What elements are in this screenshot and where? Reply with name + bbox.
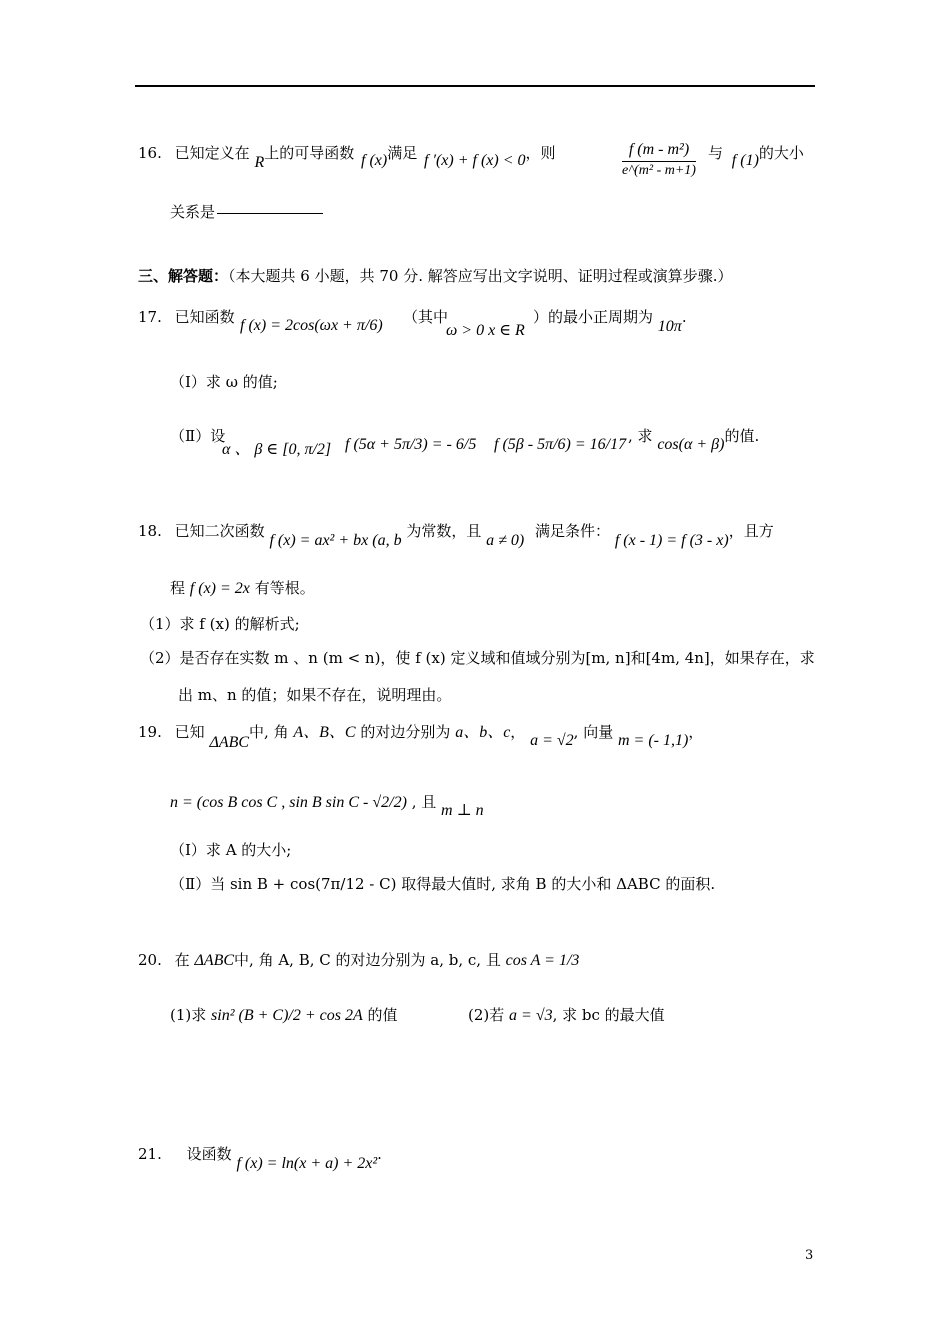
- text: , 且: [411, 793, 437, 811]
- text: 的值: [367, 1006, 398, 1024]
- math-alpha-beta-range: [222, 436, 331, 459]
- question-number: 17.: [138, 308, 162, 326]
- fraction-numerator: f (m - m²): [622, 139, 696, 162]
- question-17-part2-label: [170, 426, 225, 446]
- text: 的值.: [724, 427, 760, 445]
- question-17-line1b: [403, 307, 448, 327]
- math-perpendicular: m ⊥ n: [441, 802, 484, 819]
- math-text: f (5β - 5π/6) = 16/17: [494, 436, 627, 453]
- question-17-line1c: [533, 307, 687, 335]
- math-fx: f (x): [361, 152, 388, 169]
- text: 已知二次函数: [174, 522, 265, 540]
- text: 关系是: [170, 203, 216, 221]
- question-19-line1: [138, 722, 704, 751]
- math-quadratic: f (x) = ax² + bx (a, b: [269, 532, 402, 549]
- math-text: ω > 0 x ∈ R: [446, 322, 525, 339]
- text: ，: [525, 144, 541, 162]
- text: （1）求 f (x) 的解析式;: [140, 615, 300, 633]
- math-f1: f (1): [731, 152, 759, 169]
- section-title: 三、解答题：: [138, 267, 229, 285]
- question-16-line2: [170, 202, 323, 222]
- math-cosA: cos A = 1/3: [505, 952, 580, 969]
- text: .: [377, 1145, 382, 1163]
- text: , 向量: [573, 723, 614, 741]
- text: 已知定义在: [174, 144, 250, 162]
- header-rule: [135, 85, 815, 87]
- question-19-part1: [170, 840, 291, 860]
- text: （2）是否存在实数 m 、n (m < n)，使 f (x) 定义域和值域分别为[m, n]和[4m, 4n]，如果存在，求: [140, 649, 815, 667]
- text: 满足条件：: [535, 522, 611, 540]
- math-cos-sum: cos(α + β): [657, 436, 725, 453]
- section-3-heading: [138, 266, 733, 286]
- math-condition: a ≠ 0): [486, 532, 525, 549]
- text: 有等根。: [254, 579, 315, 597]
- text: 中, 角: [249, 723, 289, 741]
- text: 出 m、n 的值；如果不存在，说明理由。: [178, 686, 452, 704]
- question-number: 20.: [138, 951, 162, 969]
- page-number: 3: [805, 1248, 814, 1263]
- text: （Ⅱ）设: [170, 427, 226, 445]
- text: .: [681, 308, 687, 326]
- question-number: 19.: [138, 723, 162, 741]
- text: 满足: [387, 144, 418, 162]
- math-condition: f ′(x) + f (x) < 0: [424, 152, 526, 169]
- math-text: f (5α + 5π/3) = - 6/5: [345, 436, 477, 453]
- math-angles: A、B、C: [293, 724, 356, 741]
- math-a-value: a = √3: [509, 1007, 553, 1024]
- text: , 求: [628, 427, 653, 445]
- question-21-line1: [138, 1144, 382, 1172]
- text: （Ⅱ）当 sin B + cos(7π/12 - C) 取得最大值时, 求角 B 的大小和 ΔABC 的面积.: [170, 875, 716, 893]
- text: 的大小: [758, 144, 804, 162]
- math-equation: f (x) = 2x: [189, 580, 250, 597]
- text: 与: [708, 144, 724, 162]
- fraction-16: [622, 139, 696, 180]
- math-f-condition-2: [494, 436, 626, 454]
- text: （Ⅰ）求 ω 的值;: [170, 373, 278, 391]
- math-vector-n: n = (cos B cos C , sin B sin C - √2/2): [170, 794, 407, 811]
- math-f-definition: [240, 317, 383, 335]
- text: 程: [170, 579, 186, 597]
- text: ）的最小正周期为: [533, 308, 654, 326]
- math-period: 10π: [657, 318, 682, 335]
- question-20-part2: [468, 1005, 665, 1026]
- text: 已知函数: [174, 308, 235, 326]
- question-number: 18.: [138, 522, 162, 540]
- text: (2)若: [468, 1006, 505, 1024]
- question-18-line2: [170, 578, 315, 599]
- math-text: f (x) = 2cos(ωx + π/6): [240, 317, 383, 334]
- math-expression: sin² (B + C)/2 + cos 2A: [211, 1007, 363, 1024]
- math-equation: f (x - 1) = f (3 - x): [614, 532, 729, 549]
- text: 的对边分别为: [360, 723, 451, 741]
- math-sides: a、b、c: [455, 724, 511, 741]
- math-triangle: ΔABC: [209, 734, 250, 751]
- question-19-line2: [170, 792, 484, 819]
- fraction-denominator: e^(m² - m+1): [622, 163, 696, 178]
- question-18-line1: [138, 521, 774, 549]
- question-17-line1: [138, 307, 235, 327]
- math-triangle: ΔABC: [194, 952, 235, 969]
- section-note: （本大题共 6 小题，共 70 分. 解答应写出文字说明、证明过程或演算步骤.）: [228, 267, 733, 285]
- question-18-part1: [140, 614, 300, 634]
- text: 设函数: [186, 1145, 232, 1163]
- math-text: α 、 β ∈ [0, π/2]: [222, 441, 332, 458]
- text: 为常数，且: [406, 522, 482, 540]
- question-20-line1: [138, 950, 579, 971]
- question-17-part1: [170, 372, 278, 392]
- text: （其中: [403, 308, 449, 326]
- question-16-line1: [138, 143, 556, 171]
- question-18-part2-cont: [178, 685, 451, 705]
- question-number: 16.: [138, 144, 162, 162]
- math-function: f (x) = ln(x + a) + 2x²: [236, 1155, 378, 1172]
- question-20-part1: [170, 1005, 398, 1026]
- text: ，: [688, 723, 704, 741]
- math-a-value: a = √2: [530, 732, 574, 749]
- text: , 求 bc 的最大值: [552, 1006, 665, 1024]
- math-condition: [446, 320, 525, 340]
- text: （Ⅰ）求 A 的大小;: [170, 841, 292, 859]
- math-vector-m: m = (- 1,1): [618, 732, 689, 749]
- question-18-part2: [140, 648, 815, 668]
- text: 在: [174, 951, 190, 969]
- math-R: R: [254, 154, 265, 171]
- text: 上的可导函数: [264, 144, 355, 162]
- question-17-part2-end: [628, 426, 760, 453]
- text: 已知: [174, 723, 205, 741]
- question-number: 21.: [138, 1145, 162, 1163]
- question-19-part2: [170, 874, 715, 894]
- text: ，: [510, 723, 526, 741]
- question-16-line1-end: [708, 143, 804, 169]
- text: ，且方: [728, 522, 774, 540]
- text: (1)求: [170, 1006, 207, 1024]
- text: 中, 角 A, B, C 的对边分别为 a, b, c, 且: [234, 951, 501, 969]
- math-f-condition-1: [345, 436, 476, 454]
- answer-blank: [217, 213, 323, 214]
- text: 则: [540, 144, 556, 162]
